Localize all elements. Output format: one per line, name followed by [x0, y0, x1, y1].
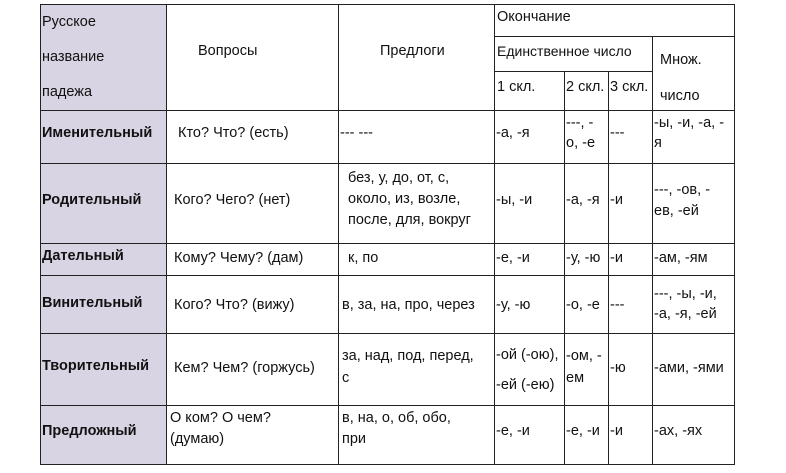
row-prepositions: в, на, о, об, обо, при	[342, 410, 451, 447]
row-question: О ком? О чем? (думаю)	[170, 410, 271, 447]
row-plural: -ами, -ями	[654, 360, 724, 376]
rule-v1	[166, 4, 167, 465]
row-decl2: -а, -я	[566, 192, 600, 208]
rule-v4	[564, 71, 565, 465]
row-decl3: ---	[610, 297, 625, 313]
rule-v5	[608, 71, 609, 465]
rule-v0	[40, 4, 41, 465]
header-case-name: Русское название падежа	[42, 14, 105, 100]
row-case: Винительный	[42, 295, 143, 311]
rule-bottom	[40, 464, 734, 465]
row-case: Дательный	[42, 248, 124, 264]
row-case: Творительный	[42, 358, 150, 374]
row-decl1: -ой (-ою), -ей (-ею)	[496, 347, 559, 393]
row-question: Кого? Что? (вижу)	[174, 297, 295, 313]
row-question: Кто? Что? (есть)	[178, 125, 289, 141]
rule-v7	[734, 4, 735, 465]
row-case: Предложный	[42, 423, 137, 439]
rule-sub1	[494, 36, 734, 37]
row-question: Кем? Чем? (горжусь)	[174, 360, 315, 376]
row-decl1: -у, -ю	[496, 297, 531, 313]
row-decl3: -и	[610, 192, 623, 208]
header-plural: Множ. число	[660, 52, 702, 104]
row-prepositions: к, по	[348, 250, 379, 266]
row-prepositions: в, за, на, про, через	[342, 297, 475, 313]
row-plural: -ы, -и, -а, - я	[654, 115, 725, 151]
row-case: Именительный	[42, 125, 153, 141]
row-decl1: -е, -и	[496, 423, 530, 439]
row-decl2: -о, -е	[566, 297, 600, 313]
rule-v3	[494, 4, 495, 465]
header-decl3: 3 скл.	[610, 79, 649, 95]
rule-row3	[40, 275, 734, 276]
row-case: Родительный	[42, 192, 142, 208]
header-prepositions: Предлоги	[380, 43, 445, 59]
row-prepositions: за, над, под, перед, с	[342, 348, 474, 386]
row-decl2: -у, -ю	[566, 250, 601, 266]
row-decl1: -ы, -и	[496, 192, 533, 208]
row-decl2: -ом, - ем	[566, 348, 602, 386]
rule-top	[40, 4, 734, 5]
rule-row2	[40, 243, 734, 244]
row-decl3: -и	[610, 423, 623, 439]
rule-row5	[40, 405, 734, 406]
row-decl1: -е, -и	[496, 250, 530, 266]
row-plural: ---, -ов, - ев, -ей	[654, 182, 711, 219]
header-singular: Единственное число	[497, 43, 632, 59]
row-decl1: -а, -я	[496, 125, 530, 141]
rule-v2	[338, 4, 339, 465]
row-question: Кому? Чему? (дам)	[174, 250, 304, 266]
row-decl3: ---	[610, 125, 625, 141]
row-prepositions: без, у, до, от, с, около, из, возле, после, для, вокруг	[348, 170, 471, 228]
rule-sub2	[494, 71, 652, 72]
header-ending: Окончание	[497, 9, 571, 25]
row-plural: -ах, -ях	[654, 423, 703, 439]
row-plural: ---, -ы, -и, -а, -я, -ей	[654, 286, 717, 322]
row-prepositions: --- ---	[340, 125, 374, 141]
rule-row4	[40, 333, 734, 334]
header-decl2: 2 скл.	[566, 79, 605, 95]
rule-header-bottom	[40, 110, 734, 111]
header-decl1: 1 скл.	[497, 79, 536, 95]
row-decl2: -е, -и	[566, 423, 600, 439]
row-plural: -ам, -ям	[654, 250, 708, 266]
rule-row1	[40, 163, 734, 164]
row-decl2: ---, - о, -е	[566, 115, 596, 151]
row-decl3: -ю	[610, 360, 626, 376]
row-decl3: -и	[610, 250, 623, 266]
header-questions: Вопросы	[198, 43, 258, 59]
row-question: Кого? Чего? (нет)	[174, 192, 291, 208]
rule-v6	[652, 36, 653, 465]
